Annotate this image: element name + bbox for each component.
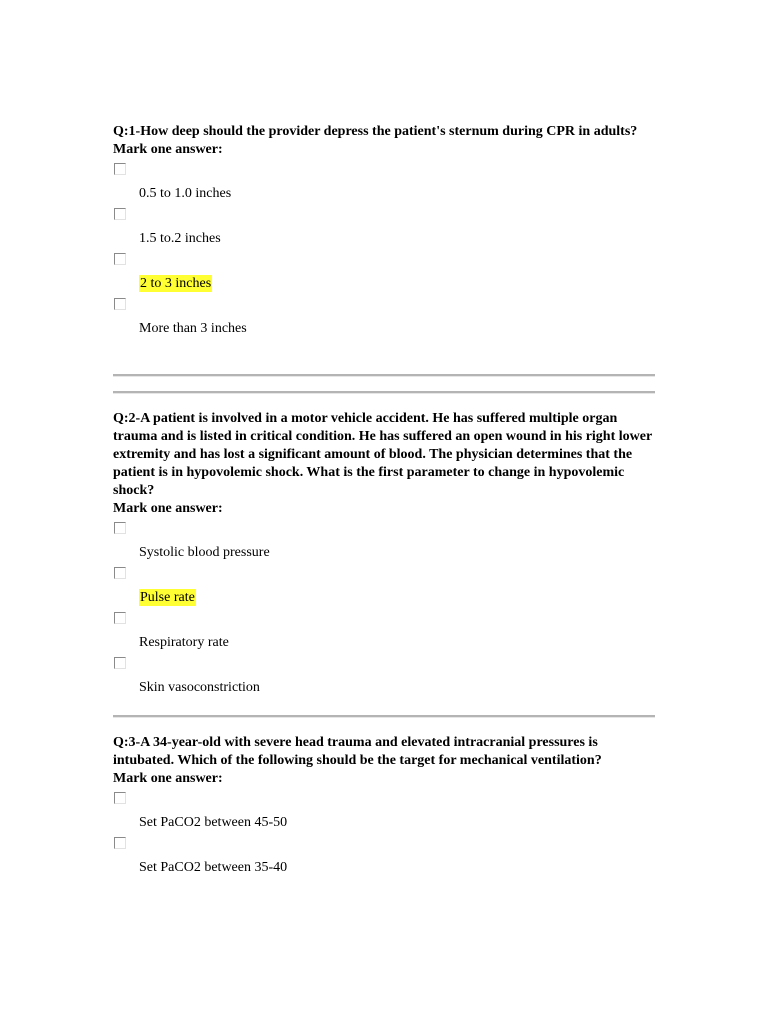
question-1-option-2[interactable] xyxy=(113,204,658,249)
question-2-option-4[interactable] xyxy=(113,653,658,698)
question-2-text: Q:2-A patient is involved in a motor vehicle accident. He has suffered multiple organ trauma and is listed in critical condition. He has suffered an open wound in his right lower extremity and has lost a significant amount of blood. The physician determines that the patient is in hypovolemic shock. What is the first parameter to change in hypovolemic shock? xyxy=(113,411,652,498)
section-divider xyxy=(113,391,655,394)
checkbox-icon[interactable] xyxy=(114,837,126,849)
option-label: Set PaCO2 between 35-40 xyxy=(139,860,288,875)
question-1-text: Q:1-How deep should the provider depress the patient's sternum during CPR in adults? xyxy=(113,124,638,139)
question-2-option-3[interactable] xyxy=(113,608,658,653)
question-1 xyxy=(113,123,658,339)
question-1-option-4[interactable] xyxy=(113,294,658,339)
section-divider xyxy=(113,715,655,718)
checkbox-icon[interactable] xyxy=(114,163,126,175)
question-1-mark-label: Mark one answer: xyxy=(113,142,223,157)
question-2-option-2[interactable] xyxy=(113,563,658,608)
checkbox-icon[interactable] xyxy=(114,522,126,534)
checkbox-icon[interactable] xyxy=(114,657,126,669)
checkbox-icon[interactable] xyxy=(114,792,126,804)
option-label-highlighted: Pulse rate xyxy=(140,590,195,605)
section-divider xyxy=(113,374,655,377)
question-3-text: Q:3-A 34-year-old with severe head trauma and elevated intracranial pressures is intubated. Which of the following should be the target for mechanical ventilation? xyxy=(113,735,602,768)
question-1-option-1[interactable] xyxy=(113,159,658,204)
checkbox-icon[interactable] xyxy=(114,253,126,265)
question-2-mark-label: Mark one answer: xyxy=(113,501,223,516)
option-label: Systolic blood pressure xyxy=(139,545,270,560)
option-label: Skin vasoconstriction xyxy=(139,680,260,695)
checkbox-icon[interactable] xyxy=(114,208,126,220)
option-label: 0.5 to 1.0 inches xyxy=(139,186,232,201)
question-2-option-1[interactable] xyxy=(113,518,658,563)
question-1-option-3[interactable] xyxy=(113,249,658,294)
question-3-option-1[interactable] xyxy=(113,788,658,833)
option-label: Respiratory rate xyxy=(139,635,229,650)
question-3-mark-label: Mark one answer: xyxy=(113,771,223,786)
option-label: More than 3 inches xyxy=(139,321,247,336)
checkbox-icon[interactable] xyxy=(114,612,126,624)
question-2 xyxy=(113,410,658,698)
option-label: 1.5 to.2 inches xyxy=(139,231,221,246)
question-3-option-2[interactable] xyxy=(113,833,658,878)
question-3 xyxy=(113,734,658,878)
option-label-highlighted: 2 to 3 inches xyxy=(140,276,212,291)
option-label: Set PaCO2 between 45-50 xyxy=(139,815,288,830)
checkbox-icon[interactable] xyxy=(114,567,126,579)
checkbox-icon[interactable] xyxy=(114,298,126,310)
